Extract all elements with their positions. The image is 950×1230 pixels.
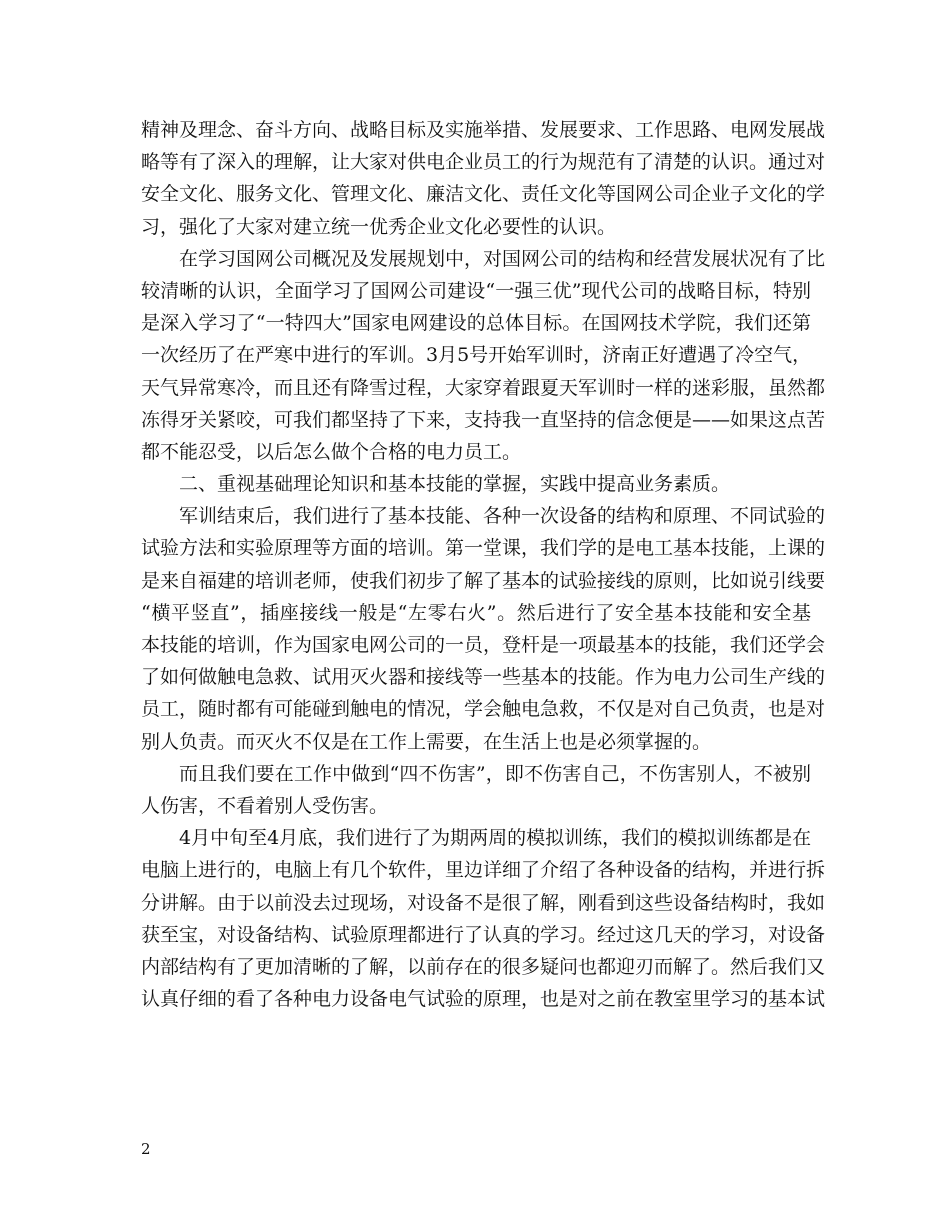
text-line: 在学习国网公司概况及发展规划中，对国网公司的结构和经营发展状况有了比 — [179, 247, 826, 270]
text-line: 而且我们要在工作中做到“四不伤害”，即不伤害自己，不伤害别人，不被别 — [179, 762, 811, 785]
text-line: “横平竖直”，插座接线一般是“左零右火”。然后进行了安全基本技能和安全基 — [141, 601, 811, 624]
text-line: 军训结束后，我们进行了基本技能、各种一次设备的结构和原理、不同试验的 — [179, 505, 826, 528]
text-line: 精神及理念、奋斗方向、战略目标及实施举措、发展要求、工作思路、电网发展战 — [141, 119, 826, 141]
text-line: 略等有了深入的理解，让大家对供电企业员工的行为规范有了清楚的认识。通过对 — [141, 151, 826, 174]
text-line: 较清晰的认识，全面学习了国网公司建设“一强三优”现代公司的战略目标，特别 — [141, 279, 811, 302]
text-line: 是来自福建的培训老师，使我们初步了解了基本的试验接线的原则，比如说引线要 — [141, 569, 826, 592]
text-line: 都不能忍受，以后怎么做个合格的电力员工。 — [141, 440, 522, 463]
paragraph — [141, 822, 826, 1015]
text-line: 试验方法和实验原理等方面的培训。第一堂课，我们学的是电工基本技能，上课的 — [141, 537, 826, 560]
text-line: 安全文化、服务文化、管理文化、廉洁文化、责任文化等国网公司企业子文化的学 — [141, 183, 826, 206]
text-line: 4月中旬至4月底，我们进行了为期两周的模拟训练，我们的模拟训练都是在 — [179, 827, 812, 850]
text-line: 内部结构有了更加清晰的了解，以前存在的很多疑问也都迎刃而解了。然后我们又 — [141, 955, 826, 978]
text-line: 电脑上进行的，电脑上有几个软件，里边详细了介绍了各种设备的结构，并进行拆 — [141, 859, 826, 882]
paragraph — [141, 500, 826, 758]
text-line: 一次经历了在严寒中进行的军训。3月5号开始军训时，济南正好遭遇了冷空气， — [141, 344, 812, 367]
text-line: 二、重视基础理论知识和基本技能的掌握，实践中提高业务素质。 — [179, 473, 731, 496]
text-line: 习，强化了大家对建立统一优秀企业文化必要性的认识。 — [141, 215, 617, 238]
text-line: 本技能的培训，作为国家电网公司的一员，登杆是一项最基本的技能，我们还学会 — [141, 634, 826, 656]
text-line: 别人负责。而灭火不仅是在工作上需要，在生活上也是必须掌握的。 — [141, 730, 712, 753]
paragraph — [141, 243, 826, 468]
document-body — [141, 114, 826, 1134]
page-number: 2 — [141, 1140, 151, 1158]
text-line: 冻得牙关紧咬，可我们都坚持了下来，支持我一直坚持的信念便是——如果这点苦 — [141, 408, 826, 431]
text-line: 是深入学习了“一特四大”国家电网建设的总体目标。在国网技术学院，我们还第 — [141, 312, 811, 335]
text-line: 人伤害，不看着别人受伤害。 — [141, 794, 389, 817]
text-line: 认真仔细的看了各种电力设备电气试验的原理，也是对之前在教室里学习的基本试 — [141, 988, 826, 1011]
paragraph — [141, 468, 811, 500]
text-line: 了如何做触电急救、试用灭火器和接线等一些基本的技能。作为电力公司生产线的 — [141, 666, 826, 689]
paragraph — [141, 114, 826, 243]
text-line: 分讲解。由于以前没去过现场，对设备不是很了解，刚看到这些设备结构时，我如 — [141, 891, 826, 914]
text-line: 天气异常寒冷，而且还有降雪过程，大家穿着跟夏天军训时一样的迷彩服，虽然都 — [141, 376, 826, 399]
text-line: 员工，随时都有可能碰到触电的情况，学会触电急救，不仅是对自己负责，也是对 — [141, 698, 826, 721]
text-line: 获至宝，对设备结构、试验原理都进行了认真的学习。经过这几天的学习，对设备 — [141, 923, 826, 946]
paragraph — [141, 758, 811, 822]
